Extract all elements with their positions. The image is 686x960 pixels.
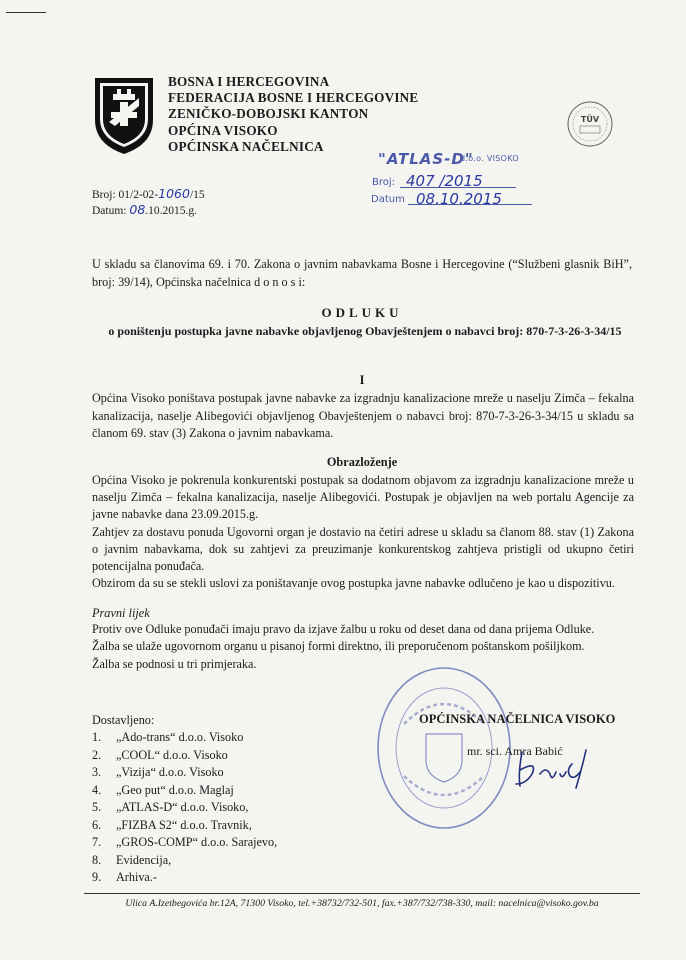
reference-date — [92, 202, 197, 217]
list-item — [92, 799, 277, 817]
signature-name: mr. sci. Amra Babić — [467, 744, 563, 758]
list-item-text: Arhiva.- — [116, 870, 157, 884]
reference-number — [92, 186, 205, 201]
receipt-stamp-datum-label: Datum — [371, 194, 405, 205]
list-item-text: „FIZBA S2“ d.o.o. Travnik, — [116, 817, 252, 832]
receipt-stamp-broj-value: 407 /2015 — [406, 172, 483, 190]
list-item-number: 6. — [92, 817, 102, 832]
receipt-stamp-company-suffix: d.o.o. VISOKO — [460, 154, 519, 163]
reference-date-suffix: .10.2015.g. — [145, 205, 198, 217]
letterhead-line: OPĆINSKA NAČELNICA — [168, 138, 324, 154]
list-item — [92, 817, 277, 835]
reference-number-handwritten: 1060 — [158, 186, 190, 201]
list-item — [92, 869, 277, 887]
list-item-text: „COOL“ d.o.o. Visoko — [116, 747, 228, 762]
reference-date-handwritten: 08 — [129, 202, 146, 217]
footer-divider — [84, 893, 640, 894]
list-item — [92, 747, 277, 765]
receipt-stamp — [372, 150, 582, 210]
list-item-text: „Ado-trans“ d.o.o. Visoko — [116, 730, 244, 744]
handwritten-signature-icon — [482, 744, 592, 794]
letterhead-line: FEDERACIJA BOSNE I HERCEGOVINE — [168, 90, 419, 106]
obrazlozenje-body — [92, 472, 634, 592]
list-item-text: „Geo put“ d.o.o. Maglaj — [116, 782, 234, 797]
letterhead-line: ZENIČKO-DOBOJSKI KANTON — [168, 106, 369, 122]
list-item — [92, 764, 277, 782]
svg-text:TÜV: TÜV — [580, 115, 600, 124]
list-item-number: 5. — [92, 800, 102, 814]
signature-title: OPĆINSKA NAČELNICA VISOKO — [419, 712, 616, 726]
reference-date-prefix: Datum: — [92, 205, 127, 217]
list-item-number: 9. — [92, 870, 102, 884]
reference-number-suffix: /15 — [189, 189, 205, 201]
section-paragraph: Općina Visoko poništava postupak javne nabavke za izgradnju kanalizacione mreže u naselju Zimča – fekalna kanalizacija, naselje Alibegovići objavljenog Obavještenjem o nabavci broj: 870-7-3-26-3-34/15 u skladu sa članom 69. stav (3) Zakona o javnim nabavkama. — [92, 391, 634, 441]
letterhead — [168, 74, 418, 155]
list-item-number: 7. — [92, 835, 102, 849]
pravni-lijek-line: Žalba se podnosi u tri primjeraka. — [92, 656, 257, 671]
list-item-number: 3. — [92, 765, 102, 779]
reference-number-prefix: Broj: 01/2-02- — [92, 189, 159, 201]
letterhead-line: BOSNA I HERCEGOVINA — [168, 74, 330, 89]
pravni-lijek-heading: Pravni lijek — [92, 606, 150, 620]
letterhead-line: OPĆINA VISOKO — [168, 122, 278, 138]
list-item-number: 1. — [92, 730, 102, 744]
receipt-stamp-datum-value: 08.10.2015 — [416, 190, 502, 208]
footer-address: Ulica A.Izetbegovića br.12A, 71300 Visoko, tel.+38732/732-501, fax.+387/732/738-330, mail: nacelnica@visoko.gov.ba — [125, 898, 599, 909]
list-item-text: „GROS-COMP“ d.o.o. Sarajevo, — [116, 835, 278, 849]
obrazlozenje-paragraph: Zahtjev za dostavu ponuda Ugovorni organ je dostavio na četiri adrese u skladu sa članom 88. stav (1) Zakona o javnim nabavkama, dok su zahtjevi za preuzimanje konkurentskog zahtjeva pristigli od ukupno četiri potencijalna ponuđača. — [92, 524, 634, 574]
list-item-text: Evidencija, — [116, 852, 172, 867]
pravni-lijek-line: Žalba se ulaže ugovornom organu u pisanoj formi direktno, ili preporučenom poštanskom pošiljkom. — [92, 639, 585, 654]
list-item — [92, 782, 277, 800]
obrazlozenje-paragraph: Obzirom da su se stekli uslovi za poništavanje ovog postupka javne nabavke odlučeno je kao u dispozitivu. — [92, 576, 615, 591]
list-item-text: „ATLAS-D“ d.o.o. Visoko, — [116, 800, 249, 814]
tuv-certification-seal-icon — [566, 100, 614, 148]
list-item-text: „Vizija“ d.o.o. Visoko — [116, 765, 224, 779]
intro-paragraph: U skladu sa članovima 69. i 70. Zakona o javnim nabavkama Bosne i Hercegovine (“Službeni glasnik BiH”, broj: 39/14), Općinska načelnica d o n o s i: — [92, 257, 632, 289]
receipt-stamp-broj-label: Broj: — [372, 177, 396, 188]
list-item-number: 2. — [92, 747, 102, 762]
list-item — [92, 729, 277, 747]
document-title: ODLUKU — [321, 305, 403, 320]
pravni-lijek-line: Protiv ove Odluke ponuđači imaju pravo da izjave žalbu u roku od deset dana od dana prijema Odluke. — [92, 622, 595, 636]
obrazlozenje-paragraph: Općina Visoko je pokrenula konkurentski postupak sa dodatnom objavom za izgradnju kanalizacione mreže u naselju Zimča – fekalna kanalizacija, naselje Alibegovići. Postupak je objavljen na web portalu Agencije za javne nabavke dana 23.09.2015.g. — [92, 473, 634, 522]
list-item-number: 8. — [92, 852, 102, 867]
pravni-lijek-body — [92, 621, 634, 673]
edge-mark — [6, 12, 46, 13]
dostavljeno-label: Dostavljeno: — [92, 713, 155, 727]
list-item — [92, 852, 277, 870]
coat-of-arms-icon — [93, 76, 155, 156]
receipt-stamp-company: "ATLAS-D" — [378, 150, 474, 168]
dostavljeno-list — [92, 729, 277, 887]
section-number: I — [359, 373, 365, 387]
list-item — [92, 834, 277, 852]
document-subtitle: o poništenju postupka javne nabavke objavljenog Obavještenjem o nabavci broj: 870-7-3-26-3-34/15 — [108, 324, 622, 338]
list-item-number: 4. — [92, 782, 102, 797]
obrazlozenje-heading: Obrazloženje — [326, 455, 398, 469]
